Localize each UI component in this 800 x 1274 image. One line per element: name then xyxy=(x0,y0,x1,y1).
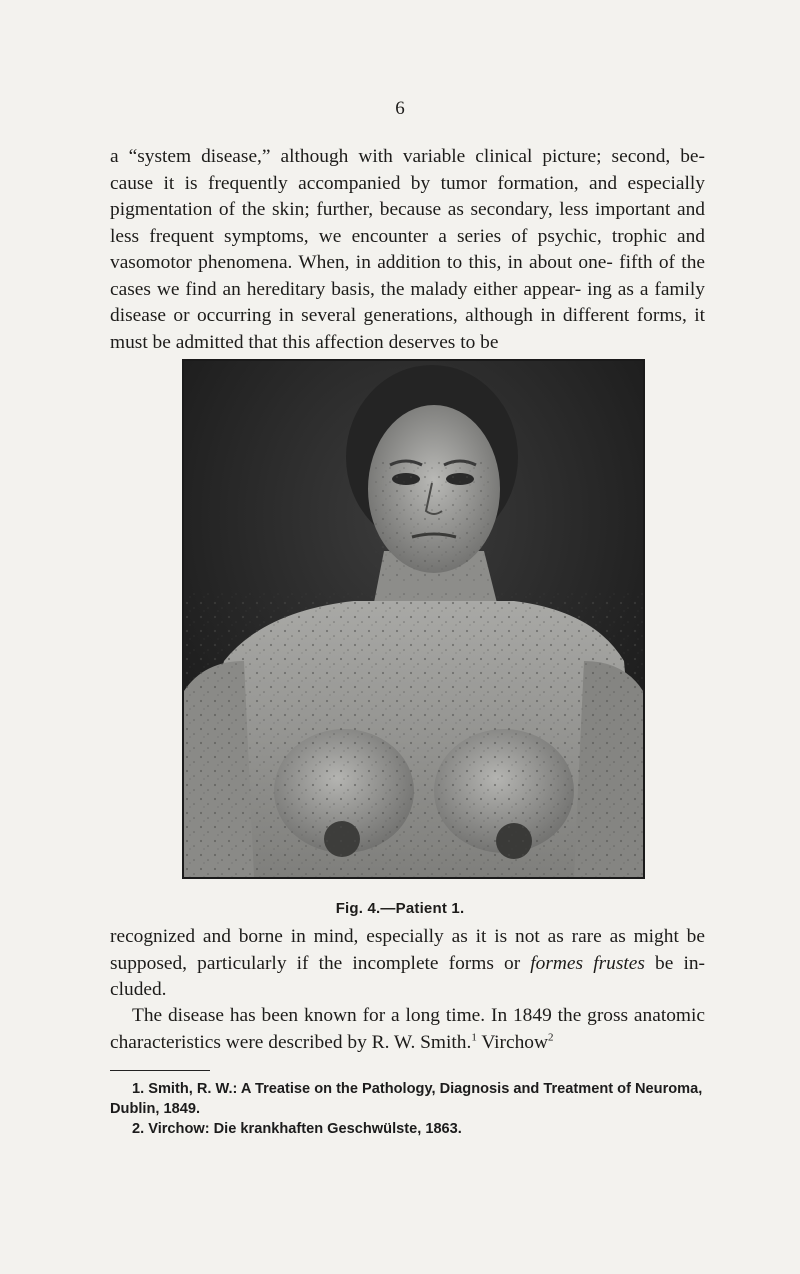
page-number: 6 xyxy=(395,98,405,119)
text-run: Virchow xyxy=(476,1031,549,1053)
figure-caption: Fig. 4.—Patient 1. xyxy=(335,900,465,917)
footnote-ref: 2 xyxy=(548,1031,554,1044)
text-run: recognized and borne in mind, especially as it is not as rare as might be supposed, particularly if the incomplete forms or xyxy=(110,926,705,974)
footnotes xyxy=(110,1079,705,1139)
body-paragraph-1 xyxy=(110,144,705,356)
text-run: be in- cluded. xyxy=(110,952,705,1000)
text-run: The disease has been known for a long time. In 1849 the gross anatomic characteristics were described by R. W. Smith. xyxy=(110,1005,705,1053)
text-run: a “system disease,” although with variable clinical picture; second, be- cause it is frequently accompanied by tumor formation, and especially pigmentation of the skin; further, because as secondary, less important and less frequent symptoms, we encounter a series of psychic, trophic and vasomotor phenomena. When, in addition to this, in about one- fifth of the cases we find an hereditary basis, the malady either appear- ing as a family disease or occurring in several generations, although in different forms, it must be admitted that this affection deserves to be xyxy=(110,146,705,353)
patient-photograph xyxy=(182,359,645,879)
footnote-1: 1. Smith, R. W.: A Treatise on the Pathology, Diagnosis and Treatment of Neuroma, Dublin, 1849. xyxy=(110,1081,703,1117)
body-paragraph-2 xyxy=(110,924,705,1004)
body-paragraph-3 xyxy=(110,1003,705,1056)
footnote-2: 2. Virchow: Die krankhaften Geschwülste, 1863. xyxy=(132,1121,462,1137)
italic-text: formes frustes xyxy=(530,952,645,974)
footnote-ref: 1 xyxy=(471,1031,477,1044)
footnote-divider xyxy=(110,1070,210,1071)
